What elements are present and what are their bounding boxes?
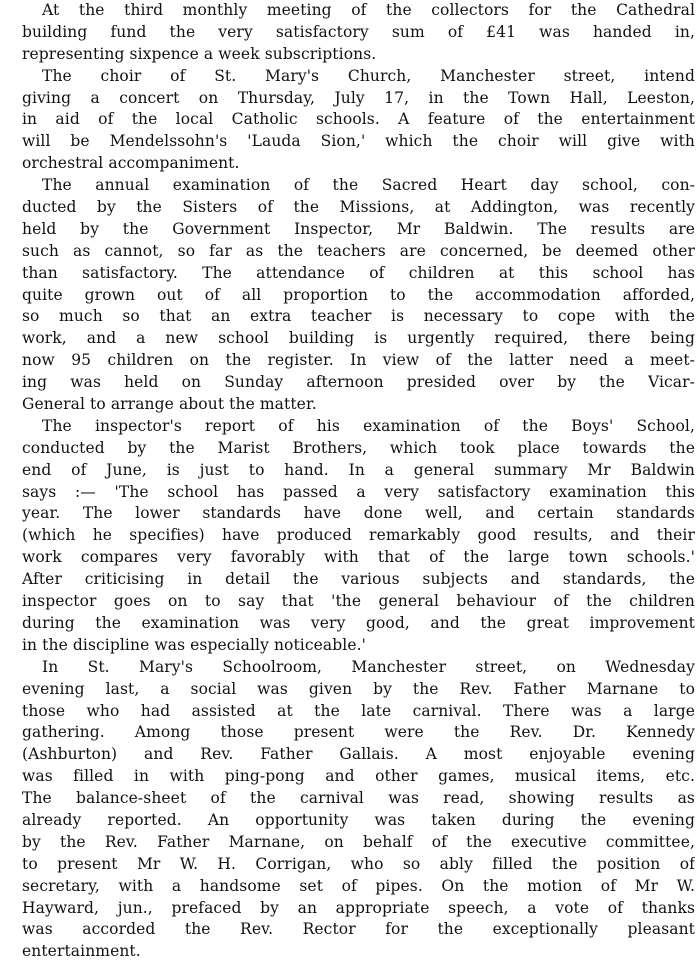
paragraph-line: giving a concert on Thursday, July 17, in the Town Hall, Leeston, [22, 88, 695, 107]
paragraph-line: representing sixpence a week subscriptions. [22, 44, 377, 63]
paragraph-line: secretary, with a handsome set of pipes. On the motion of Mr W. [22, 876, 695, 895]
paragraph-line: The balance-sheet of the carnival was read, showing results as [22, 789, 695, 808]
paragraph-first-line: In St. Mary's Schoolroom, Manchester street, on Wednesday [42, 657, 695, 676]
paragraph-line: during the examination was very good, and the great improvement [22, 613, 695, 632]
paragraph-first-line: The inspector's report of his examination of the Boys' School, [42, 416, 695, 435]
paragraph-line: work, and a new school building is urgently required, there being [22, 329, 695, 348]
paragraph-line: than satisfactory. The attendance of children at this school has [22, 263, 695, 282]
paragraph-first-line: At the third monthly meeting of the collectors for the Cathedral [42, 1, 695, 19]
paragraph-line: now 95 children on the register. In view of the latter need a meet- [22, 351, 695, 370]
paragraph-line: held by the Government Inspector, Mr Baldwin. The results are [22, 219, 695, 238]
paragraph-line: conducted by the Marist Brothers, which took place towards the [22, 438, 695, 457]
paragraph-line: inspector goes on to say that 'the general behaviour of the children [22, 592, 695, 611]
paragraph-line: by the Rev. Father Marnane, on behalf of the executive committee, [22, 832, 695, 851]
paragraph-line: was accorded the Rev. Rector for the exceptionally pleasant [22, 920, 695, 939]
paragraph-line: building fund the very satisfactory sum of £41 was handed in, [22, 22, 695, 41]
paragraph-line: After criticising in detail the various subjects and standards, the [22, 570, 695, 589]
paragraph-line: (which he specifies) have produced remarkably good results, and their [22, 526, 695, 545]
paragraph-line: in the discipline was especially noticeable.' [22, 635, 366, 654]
paragraph-line: ducted by the Sisters of the Missions, at Addington, was recently [22, 198, 695, 217]
paragraph-line: says :— 'The school has passed a very satisfactory examination this [22, 482, 695, 501]
paragraph-line: those who had assisted at the late carnival. There was a large [22, 701, 695, 720]
paragraph-line: will be Mendelssohn's 'Lauda Sion,' which the choir will give with [22, 132, 695, 151]
paragraph-line: evening last, a social was given by the Rev. Father Marnane to [22, 679, 695, 698]
paragraph-line: ing was held on Sunday afternoon presided over by the Vicar- [22, 373, 695, 392]
paragraph-line: in aid of the local Catholic schools. A feature of the entertainment [22, 110, 695, 129]
paragraph-line: so much so that an extra teacher is necessary to cope with the [22, 307, 695, 326]
paragraph-first-line: The choir of St. Mary's Church, Manchester street, intend [42, 66, 695, 85]
paragraph-line: (Ashburton) and Rev. Father Gallais. A most enjoyable evening [22, 745, 695, 764]
paragraph-line: Hayward, jun., prefaced by an appropriate speech, a vote of thanks [22, 898, 695, 917]
paragraph-line: to present Mr W. H. Corrigan, who so ably filled the position of [22, 854, 695, 873]
paragraph-line: General to arrange about the matter. [22, 395, 317, 414]
paragraph-line: end of June, is just to hand. In a general summary Mr Baldwin [22, 460, 695, 479]
paragraph-line: was filled in with ping-pong and other games, musical items, etc. [22, 767, 695, 786]
paragraph-line: orchestral accompaniment. [22, 154, 240, 173]
paragraph-line: gathering. Among those present were the Rev. Dr. Kennedy [22, 723, 695, 742]
article-body [22, 0, 695, 963]
paragraph-line: quite grown out of all proportion to the accommodation afforded, [22, 285, 695, 304]
paragraph-line: such as cannot, so far as the teachers are concerned, be deemed other [22, 241, 695, 260]
paragraph-line: already reported. An opportunity was taken during the evening [22, 810, 695, 829]
paragraph-first-line: The annual examination of the Sacred Heart day school, con- [42, 176, 695, 195]
paragraph-line: entertainment. [22, 942, 141, 961]
paragraph-line: year. The lower standards have done well, and certain standards [22, 504, 695, 523]
paragraph-line: work compares very favorably with that of the large town schools.' [22, 548, 695, 567]
